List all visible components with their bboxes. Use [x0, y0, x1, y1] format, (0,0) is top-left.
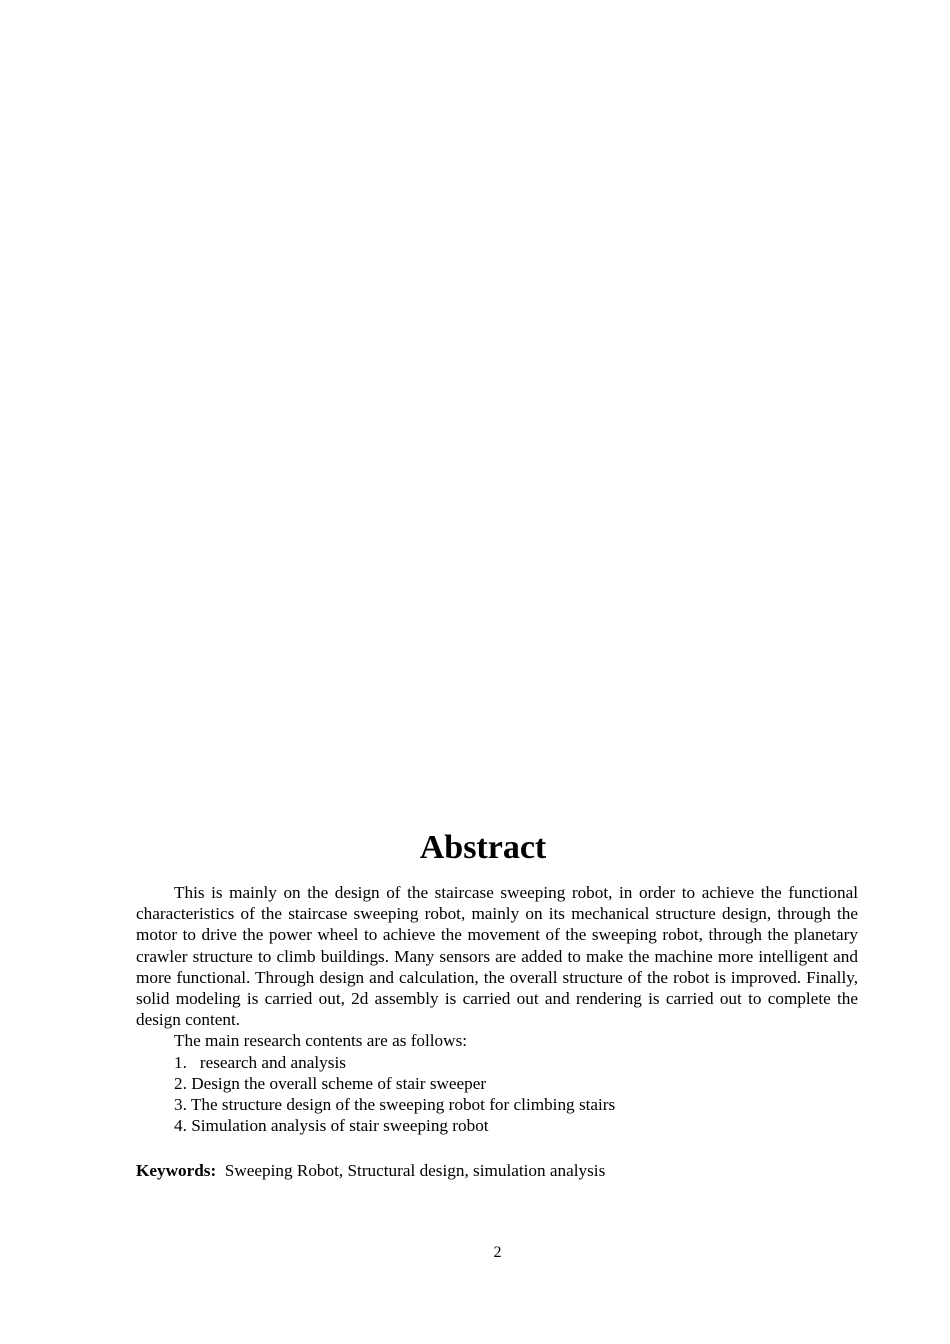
keywords-label: Keywords:	[136, 1161, 217, 1180]
list-item-text: The structure design of the sweeping robot for climbing stairs	[190, 1095, 616, 1115]
list-item-number: 4.	[174, 1116, 187, 1136]
page-number: 2	[493, 1244, 502, 1261]
keywords-line	[136, 1160, 605, 1181]
list-item	[174, 1094, 858, 1115]
list-item-text: Design the overall scheme of stair sweeper	[191, 1073, 487, 1093]
contents-intro: The main research contents are as follows:	[174, 1031, 468, 1051]
list-item-number: 2.	[174, 1073, 187, 1093]
abstract-body	[136, 882, 858, 1136]
list-item-number: 1.	[174, 1052, 187, 1072]
list-item-text: research and analysis	[199, 1052, 346, 1072]
list-item	[174, 1052, 858, 1073]
research-contents-list	[136, 1052, 858, 1137]
list-item	[174, 1115, 858, 1136]
keywords-text: Sweeping Robot, Structural design, simulation analysis	[224, 1161, 606, 1180]
abstract-title: Abstract	[419, 829, 547, 866]
list-item-number: 3.	[174, 1095, 187, 1115]
list-item-text: Simulation analysis of stair sweeping robot	[191, 1116, 489, 1136]
abstract-paragraph: This is mainly on the design of the staircase sweeping robot, in order to achieve the functional characteristics of the staircase sweeping robot, mainly on its mechanical structure design, through the motor to drive the power wheel to achieve the movement of the sweeping robot, through the planetary crawler structure to climb buildings. Many sensors are added to make the machine more intelligent and more functional. Through design and calculation, the overall structure of the robot is improved. Finally, solid modeling is carried out, 2d assembly is carried out and rendering is carried out to complete the design content.	[136, 883, 858, 1030]
list-item	[174, 1073, 858, 1094]
